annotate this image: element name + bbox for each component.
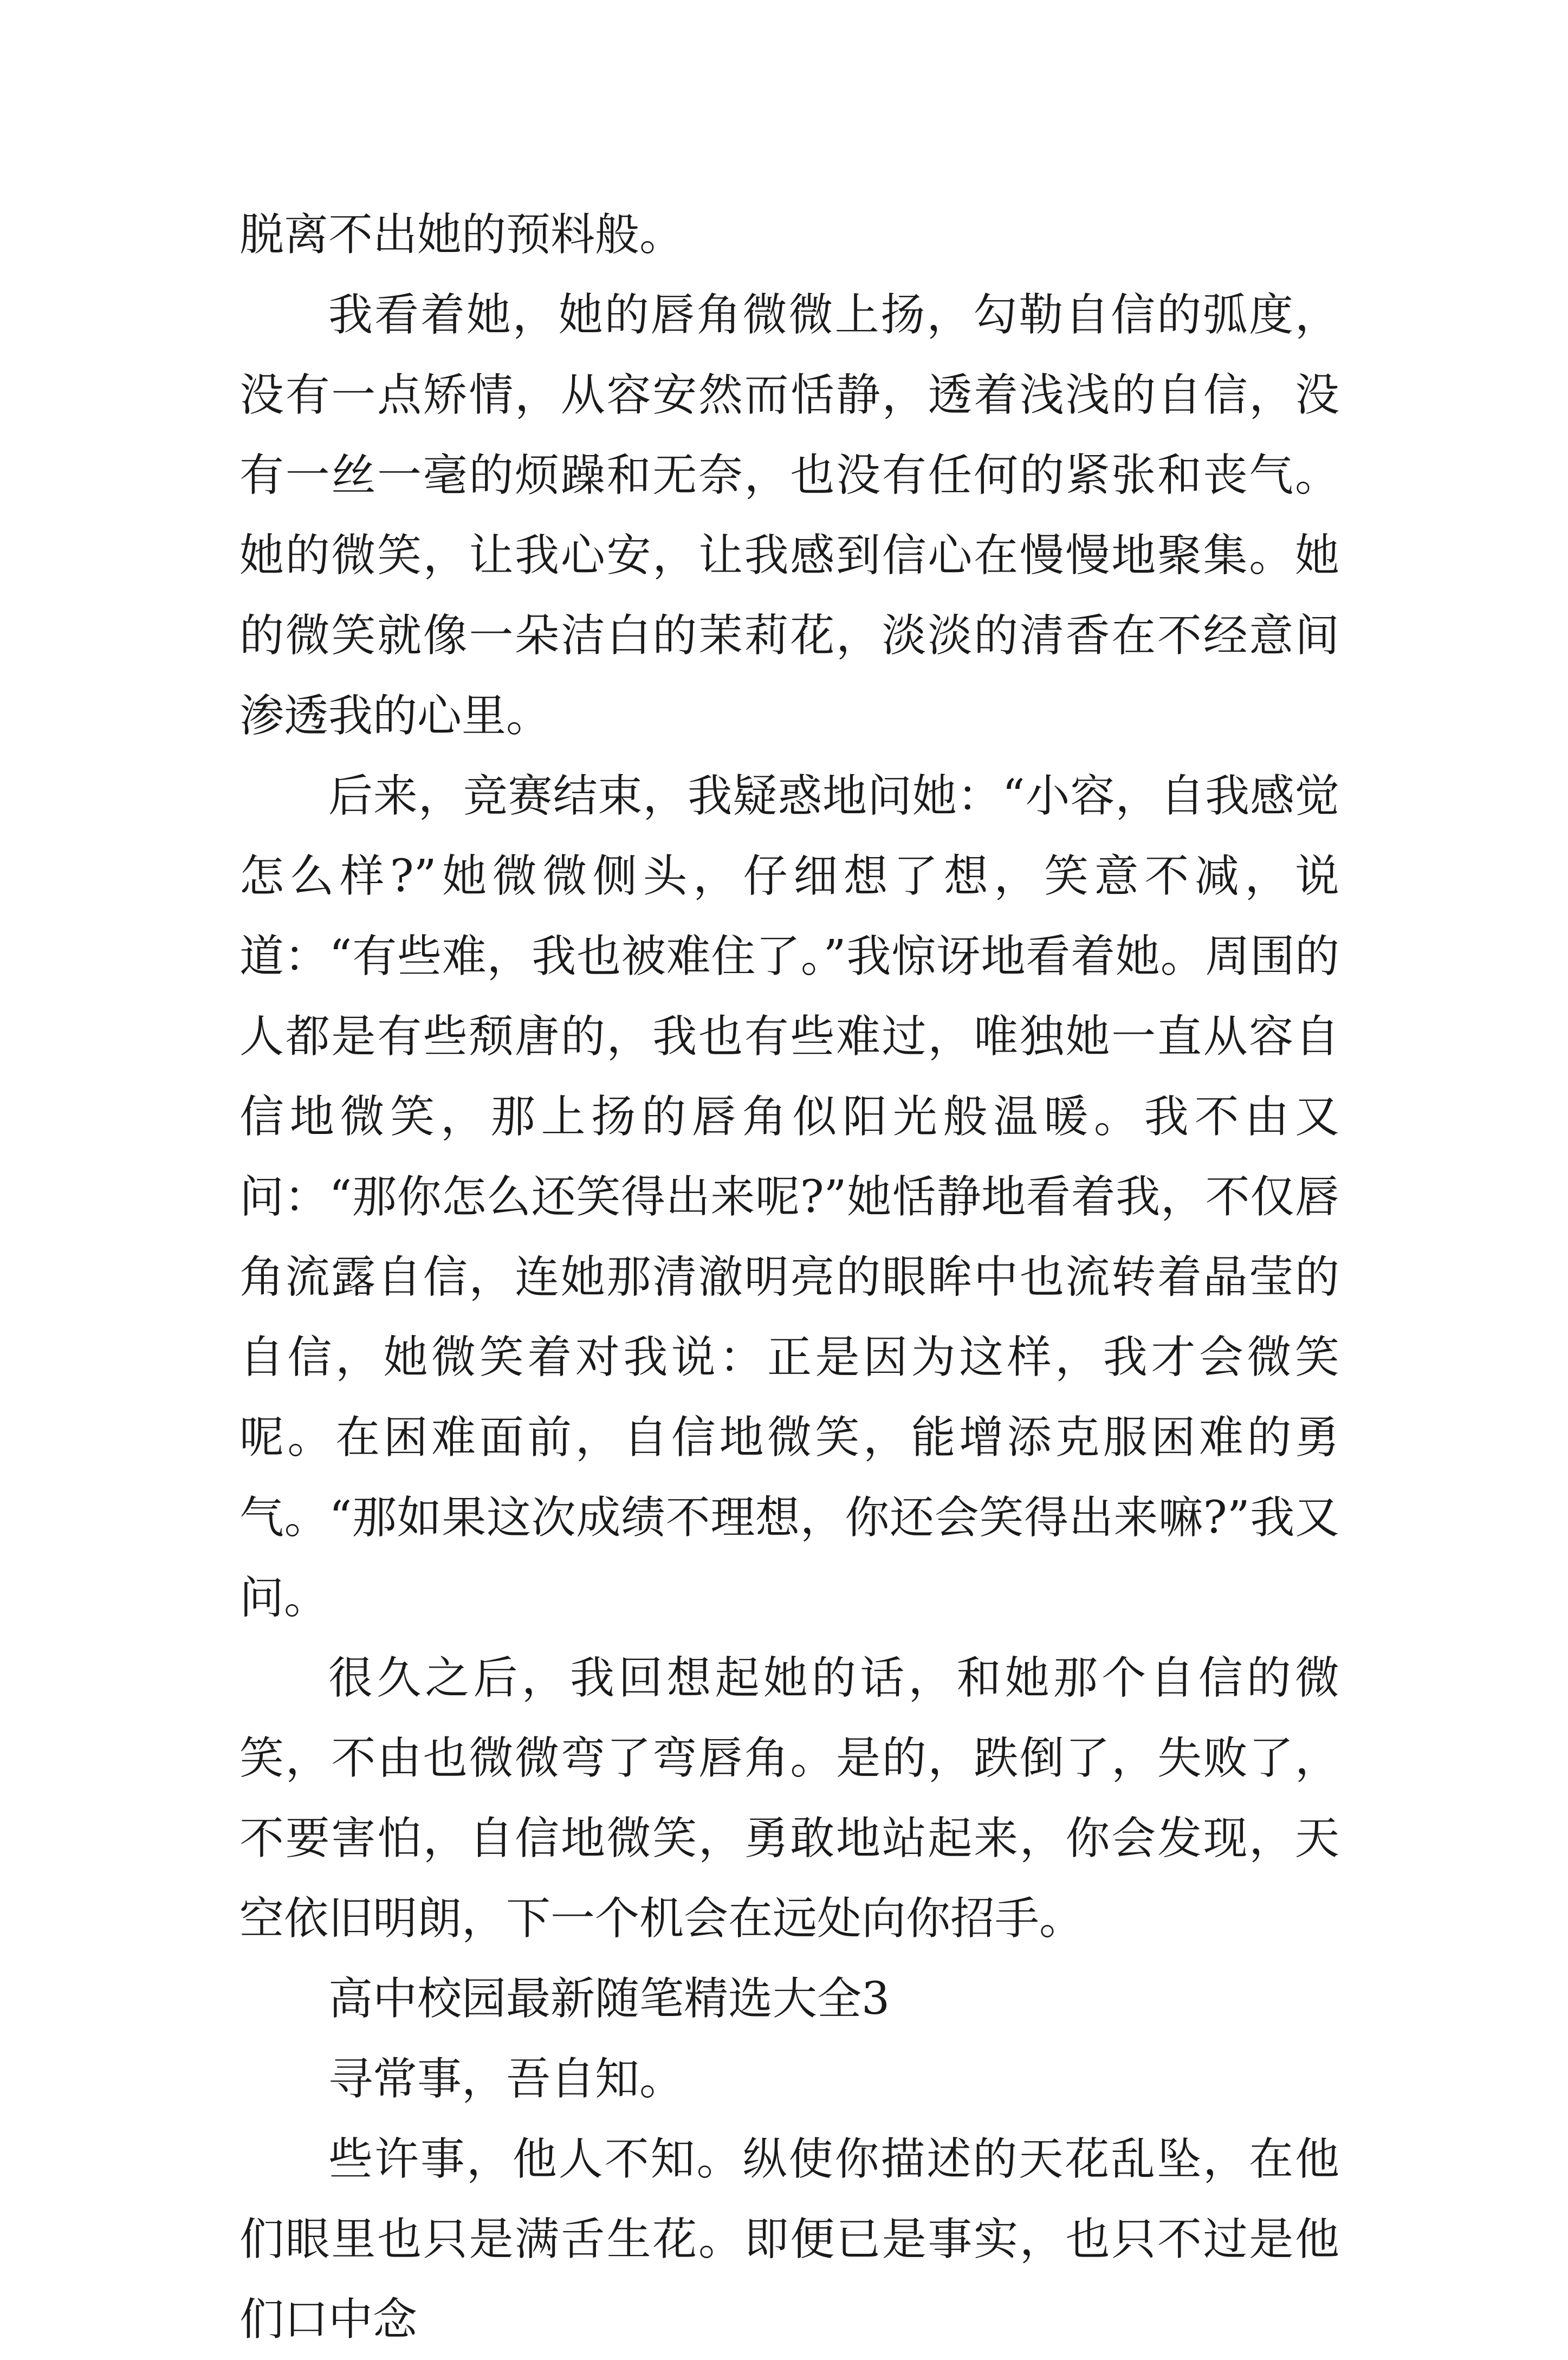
paragraph: 些许事，他人不知。纵使你描述的天花乱坠，在他们眼里也只是满舌生花。即便已是事实，也只不过是他们口中念	[239, 2134, 1339, 2345]
paragraph: 脱离不出她的预料般。	[239, 209, 684, 261]
document-body	[239, 195, 1339, 2360]
section-heading: 高中校园最新随笔精选大全3	[328, 1973, 890, 2025]
paragraph: 后来，竞赛结束，我疑惑地问她：“小容，自我感觉怎么样?”她微微侧头，仔细想了想，笑意不减，说道：“有些难，我也被难住了。”我惊讶地看着她。周围的人都是有些颓唐的，我也有些难过，唯独她一直从容自信地微笑，那上扬的唇角似阳光般温暖。我不由又问：“那你怎么还笑得出来呢?”她恬静地看着我，不仅唇角流露自信，连她那清澈明亮的眼眸中也流转着晶莹的自信，她微笑着对我说：正是因为这样，我才会微笑呢。在困难面前，自信地微笑，能增添克服困难的勇气。“那如果这次成绩不理想，你还会笑得出来嘛?”我又问。	[239, 770, 1339, 1624]
paragraph: 很久之后，我回想起她的话，和她那个自信的微笑，不由也微微弯了弯唇角。是的，跌倒了，失败了，不要害怕，自信地微笑，勇敢地站起来，你会发现，天空依旧明朗，下一个机会在远处向你招手。	[239, 1652, 1339, 1944]
paragraph: 我看着她，她的唇角微微上扬，勾勒自信的弧度，没有一点矫情，从容安然而恬静，透着浅浅的自信，没有一丝一毫的烦躁和无奈，也没有任何的紧张和丧气。她的微笑，让我心安，让我感到信心在慢慢地聚集。她的微笑就像一朵洁白的茉莉花，淡淡的清香在不经意间渗透我的心里。	[239, 289, 1339, 742]
paragraph: 寻常事，吾自知。	[328, 2053, 684, 2105]
